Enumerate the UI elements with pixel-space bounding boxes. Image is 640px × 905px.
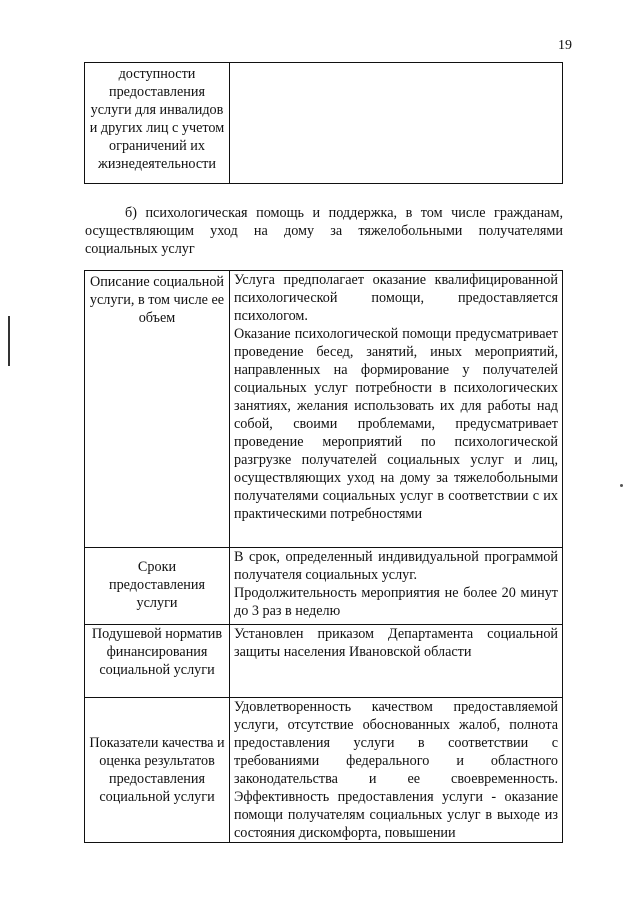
terms-paragraph-1: В срок, определенный индивидуальной программой получателя социальных услуг. <box>234 549 558 583</box>
table-row <box>85 271 563 548</box>
section-heading: б) психологическая помощь и поддержка, в том числе гражданам, осуществляющим уход на дому за тяжелобольными получателями социальных услуг <box>85 205 563 257</box>
funding-paragraph: Установлен приказом Департамента социальной защиты населения Ивановской области <box>234 626 558 660</box>
row-label-quality: Показатели качества и оценка результатов предоставления социальной услуги <box>85 698 230 843</box>
table-row <box>85 698 563 843</box>
row-content-quality <box>230 698 563 843</box>
row-content-description <box>230 271 563 548</box>
description-paragraph-2: Оказание психологической помощи предусматривает проведение бесед, занятий, иных мероприятий, направленных на формирование у получателей социальных услуг потребности в психологических занятиях, желания использовать их для работы над собой, своими проблемами, предусматривает проведение мероприятий по психологической разгрузке получателей социальных услуг и лиц, осуществляющих уход на дому за тяжелобольными получателями социальных услуг в соответствии с их практическими потребностями <box>234 326 558 522</box>
service-table <box>84 270 563 843</box>
table-row <box>85 63 563 184</box>
description-paragraph-1: Услуга предполагает оказание квалифицированной психологической помощи, предоставляется психологом. <box>234 272 558 324</box>
row-label-description: Описание социальной услуги, в том числе ее объем <box>85 271 230 548</box>
table-row <box>85 548 563 625</box>
quality-paragraph: Удовлетворенность качеством предоставляемой услуги, отсутствие обоснованных жалоб, полнота предоставления услуги в соответствии с требованиями федерального и областного законодательства и ее своевременность. Эффективность предоставления услуги - оказание помощи получателям социальных услуг в выходе из состояния дискомфорта, повышении <box>234 699 558 841</box>
top-right-cell <box>230 63 563 184</box>
terms-paragraph-2: Продолжительность мероприятия не более 20 минут до 3 раз в неделю <box>234 585 558 619</box>
row-content-terms <box>230 548 563 625</box>
top-table <box>84 62 563 184</box>
scan-artifact-dot <box>620 484 623 487</box>
row-content-funding <box>230 625 563 698</box>
table-row <box>85 625 563 698</box>
row-label-terms: Сроки предоставления услуги <box>85 548 230 625</box>
scan-artifact-mark <box>8 316 10 366</box>
row-label-funding: Подушевой норматив финансирования социальной услуги <box>85 625 230 698</box>
top-left-cell: доступности предоставления услуги для инвалидов и других лиц с учетом ограничений их жизнедеятельности <box>85 63 230 184</box>
page-number: 19 <box>558 38 572 53</box>
